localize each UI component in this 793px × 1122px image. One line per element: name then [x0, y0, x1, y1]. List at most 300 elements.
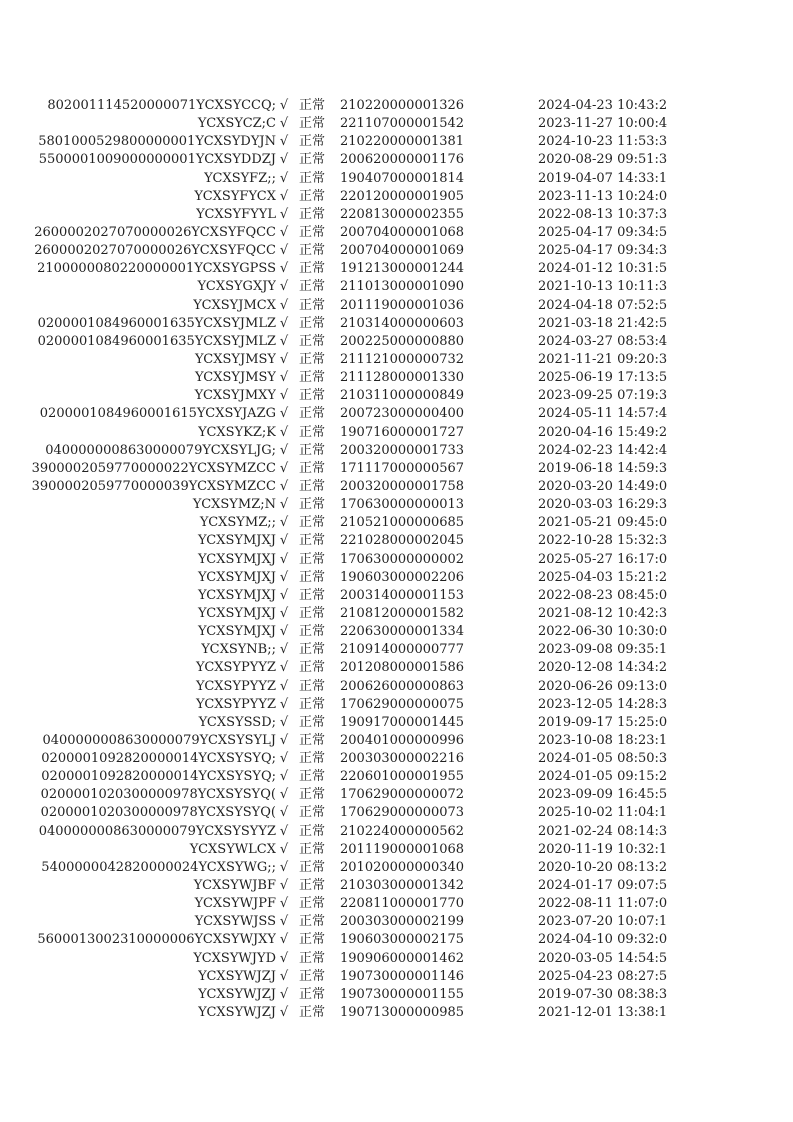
status-text: 正常 [299, 424, 326, 440]
record-datetime: 2021-11-21 09:20:3 [538, 351, 668, 367]
record-number: 220630000001334 [340, 624, 465, 640]
check-mark: √ [279, 805, 289, 821]
check-mark: √ [279, 98, 289, 113]
record-datetime: 2024-03-27 08:53:4 [538, 333, 668, 349]
record-number: 211128000001330 [340, 370, 465, 386]
status-text: 正常 [299, 569, 326, 585]
check-mark: √ [279, 896, 289, 912]
check-mark: √ [279, 333, 289, 349]
table-row [0, 115, 793, 133]
record-number: 200704000001068 [340, 224, 465, 240]
record-code: 0200001084960001635YCXSYJMLZ [37, 315, 276, 331]
record-datetime: 2021-03-18 21:42:5 [538, 315, 668, 331]
status-text: 正常 [299, 678, 326, 694]
check-mark: √ [279, 533, 289, 549]
record-code: 5600013002310000006YCXSYWJXY [37, 932, 276, 948]
record-code: YCXSYCZ;C [197, 116, 276, 132]
record-number: 201119000001068 [340, 841, 465, 857]
record-number: 220120000001905 [340, 188, 465, 204]
record-datetime: 2024-01-05 09:15:2 [538, 769, 668, 785]
status-text: 正常 [299, 859, 326, 875]
record-datetime: 2021-08-12 10:42:3 [538, 605, 668, 621]
record-datetime: 2021-02-24 08:14:3 [538, 823, 668, 839]
record-number: 170630000000002 [340, 551, 465, 567]
record-datetime: 2019-07-30 08:38:3 [538, 986, 668, 1002]
status-text: 正常 [299, 152, 326, 168]
table-row [0, 188, 793, 206]
check-mark: √ [279, 261, 289, 277]
record-datetime: 2024-01-17 09:07:5 [538, 878, 668, 894]
record-datetime: 2020-08-29 09:51:3 [538, 152, 668, 168]
record-datetime: 2021-05-21 09:45:0 [538, 515, 668, 531]
record-code: 5500001009000000001YCXSYDDZJ [38, 152, 276, 168]
table-row [0, 841, 793, 859]
record-code: YCXSYPYYZ [196, 660, 276, 676]
record-datetime: 2024-10-23 11:53:3 [538, 134, 668, 150]
table-row [0, 442, 793, 460]
record-number: 190917000001445 [340, 714, 465, 730]
record-datetime: 2023-10-08 18:23:1 [538, 732, 668, 748]
status-text: 正常 [299, 116, 326, 132]
check-mark: √ [279, 134, 289, 150]
table-row [0, 424, 793, 442]
record-number: 210220000001381 [340, 134, 465, 150]
table-row [0, 931, 793, 949]
check-mark: √ [279, 660, 289, 676]
record-number: 210220000001326 [340, 98, 465, 113]
table-row [0, 369, 793, 387]
record-number: 200225000000880 [340, 333, 465, 349]
record-datetime: 2022-06-30 10:30:0 [538, 624, 668, 640]
status-text: 正常 [299, 841, 326, 857]
status-text: 正常 [299, 805, 326, 821]
record-code: 0200001084960001635YCXSYJMLZ [37, 333, 276, 349]
status-text: 正常 [299, 515, 326, 531]
status-text: 正常 [299, 551, 326, 567]
record-number: 190407000001814 [340, 170, 465, 186]
check-mark: √ [279, 932, 289, 948]
status-text: 正常 [299, 914, 326, 930]
record-code: YCXSYWJZJ [198, 986, 276, 1002]
check-mark: √ [279, 859, 289, 875]
status-text: 正常 [299, 732, 326, 748]
status-text: 正常 [299, 714, 326, 730]
record-datetime: 2024-04-18 07:52:5 [538, 297, 668, 313]
record-code: YCXSYPYYZ [196, 678, 276, 694]
record-number: 190603000002175 [340, 932, 465, 948]
check-mark: √ [279, 224, 289, 240]
check-mark: √ [279, 696, 289, 712]
record-datetime: 2019-09-17 15:25:0 [538, 714, 668, 730]
record-code: 2600002027070000026YCXSYFQCC [34, 243, 276, 259]
table-row [0, 1004, 793, 1022]
record-code: YCXSYWJPF [194, 896, 276, 912]
check-mark: √ [279, 769, 289, 785]
record-datetime: 2020-04-16 15:49:2 [538, 424, 668, 440]
record-datetime: 2019-06-18 14:59:3 [538, 460, 668, 476]
record-datetime: 2021-12-01 13:38:1 [538, 1005, 668, 1021]
status-text: 正常 [299, 878, 326, 894]
check-mark: √ [279, 116, 289, 132]
status-text: 正常 [299, 406, 326, 422]
record-number: 170630000000013 [340, 497, 465, 513]
table-row [0, 514, 793, 532]
check-mark: √ [279, 351, 289, 367]
check-mark: √ [279, 152, 289, 168]
table-row [0, 696, 793, 714]
record-datetime: 2023-09-25 07:19:3 [538, 388, 668, 404]
table-row [0, 97, 793, 115]
record-code: 2600002027070000026YCXSYFQCC [34, 224, 276, 240]
record-datetime: 2023-09-08 09:35:1 [538, 642, 668, 658]
record-code: YCXSYJMSY [194, 370, 276, 386]
check-mark: √ [279, 497, 289, 513]
table-row [0, 387, 793, 405]
table-row [0, 532, 793, 550]
record-number: 201208000001586 [340, 660, 465, 676]
record-number: 221107000001542 [340, 116, 465, 132]
check-mark: √ [279, 968, 289, 984]
record-number: 200303000002216 [340, 751, 465, 767]
table-row [0, 333, 793, 351]
record-number: 170629000000075 [340, 696, 465, 712]
status-text: 正常 [299, 660, 326, 676]
record-code: 0400000008630000079YCXSYSYYZ [38, 823, 276, 839]
status-text: 正常 [299, 170, 326, 186]
record-number: 200723000000400 [340, 406, 465, 422]
record-number: 190730000001146 [340, 968, 465, 984]
status-text: 正常 [299, 279, 326, 295]
status-text: 正常 [299, 388, 326, 404]
record-number: 210314000000603 [340, 315, 465, 331]
table-row [0, 714, 793, 732]
table-row [0, 478, 793, 496]
table-row [0, 895, 793, 913]
record-code: YCXSYGXJY [197, 279, 276, 295]
table-row [0, 641, 793, 659]
record-number: 210914000000777 [340, 642, 465, 658]
table-row [0, 151, 793, 169]
record-datetime: 2020-06-26 09:13:0 [538, 678, 668, 694]
record-datetime: 2025-06-19 17:13:5 [538, 370, 668, 386]
check-mark: √ [279, 714, 289, 730]
status-text: 正常 [299, 751, 326, 767]
record-datetime: 2022-08-23 08:45:0 [538, 587, 668, 603]
table-row [0, 968, 793, 986]
record-number: 211013000001090 [340, 279, 465, 295]
status-text: 正常 [299, 370, 326, 386]
table-row [0, 732, 793, 750]
record-number: 200626000000863 [340, 678, 465, 694]
table-row [0, 297, 793, 315]
table-row [0, 351, 793, 369]
record-code: 0200001020300000978YCXSYSYQ( [40, 787, 276, 803]
record-number: 200401000000996 [340, 732, 465, 748]
check-mark: √ [279, 206, 289, 222]
status-text: 正常 [299, 297, 326, 313]
check-mark: √ [279, 823, 289, 839]
record-number: 210812000001582 [340, 605, 465, 621]
record-code: YCXSYWJSS [194, 914, 276, 930]
record-number: 170629000000073 [340, 805, 465, 821]
record-number: 201119000001036 [340, 297, 465, 313]
status-text: 正常 [299, 642, 326, 658]
table-row [0, 224, 793, 242]
table-row [0, 170, 793, 188]
status-text: 正常 [299, 624, 326, 640]
status-text: 正常 [299, 605, 326, 621]
record-code: 0400000008630000079YCXSYLJG; [45, 442, 276, 458]
check-mark: √ [279, 315, 289, 331]
record-code: YCXSYMZ;; [199, 515, 276, 531]
table-row [0, 133, 793, 151]
record-datetime: 2023-11-27 10:00:4 [538, 116, 668, 132]
table-row [0, 986, 793, 1004]
table-row [0, 804, 793, 822]
record-number: 201020000000340 [340, 859, 465, 875]
status-text: 正常 [299, 351, 326, 367]
record-code: 3900002059770000039YCXSYMZCC [31, 478, 276, 494]
check-mark: √ [279, 370, 289, 386]
check-mark: √ [279, 642, 289, 658]
check-mark: √ [279, 787, 289, 803]
table-row [0, 315, 793, 333]
status-text: 正常 [299, 206, 326, 222]
record-code: YCXSYWJZJ [198, 968, 276, 984]
record-datetime: 2025-04-03 15:21:2 [538, 569, 668, 585]
status-text: 正常 [299, 533, 326, 549]
record-code: YCXSYMJXJ [197, 551, 276, 567]
status-text: 正常 [299, 696, 326, 712]
status-text: 正常 [299, 478, 326, 494]
record-code: 802001114520000071YCXSYCCQ; [47, 98, 276, 113]
record-code: YCXSYWJZJ [198, 1005, 276, 1021]
record-code: YCXSYJMXY [194, 388, 276, 404]
table-row [0, 260, 793, 278]
record-datetime: 2023-11-13 10:24:0 [538, 188, 668, 204]
record-code: YCXSYJMSY [194, 351, 276, 367]
record-code: YCXSYMZ;N [192, 497, 276, 513]
record-datetime: 2024-05-11 14:57:4 [538, 406, 668, 422]
table-row [0, 950, 793, 968]
record-number: 190716000001727 [340, 424, 465, 440]
record-number: 171117000000567 [340, 460, 465, 476]
record-code: 0200001020300000978YCXSYSYQ( [40, 805, 276, 821]
table-row [0, 823, 793, 841]
table-row [0, 242, 793, 260]
record-number: 170629000000072 [340, 787, 465, 803]
record-code: YCXSYWJYD [193, 950, 276, 966]
table-row [0, 460, 793, 478]
check-mark: √ [279, 406, 289, 422]
record-number: 191213000001244 [340, 261, 465, 277]
record-code: 0200001084960001615YCXSYJAZG [39, 406, 276, 422]
record-code: YCXSYMJXJ [197, 587, 276, 603]
table-row [0, 206, 793, 224]
record-datetime: 2019-04-07 14:33:1 [538, 170, 668, 186]
status-text: 正常 [299, 188, 326, 204]
table-row [0, 678, 793, 696]
table-row [0, 659, 793, 677]
record-datetime: 2023-09-09 16:45:5 [538, 787, 668, 803]
record-number: 211121000000732 [340, 351, 465, 367]
record-datetime: 2022-08-13 10:37:3 [538, 206, 668, 222]
record-number: 220601000001955 [340, 769, 465, 785]
check-mark: √ [279, 986, 289, 1002]
record-code: YCXSYFYCX [194, 188, 276, 204]
record-datetime: 2020-03-05 14:54:5 [538, 950, 668, 966]
record-datetime: 2024-01-05 08:50:3 [538, 751, 668, 767]
record-number: 221028000002045 [340, 533, 465, 549]
record-number: 200704000001069 [340, 243, 465, 259]
record-datetime: 2020-12-08 14:34:2 [538, 660, 668, 676]
check-mark: √ [279, 279, 289, 295]
check-mark: √ [279, 678, 289, 694]
record-table [0, 97, 793, 1022]
record-datetime: 2025-04-17 09:34:3 [538, 243, 668, 259]
record-datetime: 2022-08-11 11:07:0 [538, 896, 668, 912]
record-datetime: 2020-03-03 16:29:3 [538, 497, 668, 513]
record-number: 200620000001176 [340, 152, 465, 168]
check-mark: √ [279, 732, 289, 748]
check-mark: √ [279, 751, 289, 767]
record-code: YCXSYWLCX [189, 841, 276, 857]
record-datetime: 2023-12-05 14:28:3 [538, 696, 668, 712]
status-text: 正常 [299, 950, 326, 966]
record-datetime: 2025-05-27 16:17:0 [538, 551, 668, 567]
record-code: YCXSYSSD; [198, 714, 276, 730]
check-mark: √ [279, 878, 289, 894]
record-datetime: 2021-10-13 10:11:3 [538, 279, 668, 295]
table-row [0, 569, 793, 587]
record-number: 200303000002199 [340, 914, 465, 930]
table-row [0, 605, 793, 623]
check-mark: √ [279, 950, 289, 966]
check-mark: √ [279, 841, 289, 857]
status-text: 正常 [299, 497, 326, 513]
check-mark: √ [279, 424, 289, 440]
record-code: YCXSYWJBF [193, 878, 276, 894]
status-text: 正常 [299, 315, 326, 331]
status-text: 正常 [299, 932, 326, 948]
record-code: 0400000008630000079YCXSYSYLJ [42, 732, 276, 748]
record-datetime: 2025-10-02 11:04:1 [538, 805, 668, 821]
record-datetime: 2022-10-28 15:32:3 [538, 533, 668, 549]
record-code: YCXSYNB;; [201, 642, 276, 658]
status-text: 正常 [299, 823, 326, 839]
record-code: YCXSYMJXJ [197, 605, 276, 621]
record-number: 220813000002355 [340, 206, 465, 222]
record-code: YCXSYMJXJ [197, 569, 276, 585]
record-datetime: 2020-10-20 08:13:2 [538, 859, 668, 875]
record-code: YCXSYMJXJ [197, 624, 276, 640]
record-datetime: 2020-03-20 14:49:0 [538, 478, 668, 494]
check-mark: √ [279, 170, 289, 186]
record-number: 190730000001155 [340, 986, 465, 1002]
status-text: 正常 [299, 224, 326, 240]
record-number: 200320000001733 [340, 442, 465, 458]
record-datetime: 2020-11-19 10:32:1 [538, 841, 668, 857]
table-row [0, 496, 793, 514]
status-text: 正常 [299, 787, 326, 803]
status-text: 正常 [299, 243, 326, 259]
record-number: 190603000002206 [340, 569, 465, 585]
table-row [0, 278, 793, 296]
status-text: 正常 [299, 333, 326, 349]
record-number: 190713000000985 [340, 1005, 465, 1021]
check-mark: √ [279, 1005, 289, 1021]
status-text: 正常 [299, 134, 326, 150]
record-datetime: 2025-04-23 08:27:5 [538, 968, 668, 984]
status-text: 正常 [299, 460, 326, 476]
record-code: 5400000042820000024YCXSYWG;; [41, 859, 276, 875]
record-datetime: 2023-07-20 10:07:1 [538, 914, 668, 930]
table-row [0, 551, 793, 569]
table-row [0, 768, 793, 786]
status-text: 正常 [299, 1005, 326, 1021]
record-code: 5801000529800000001YCXSYDYJN [38, 134, 276, 150]
check-mark: √ [279, 442, 289, 458]
table-row [0, 587, 793, 605]
table-row [0, 623, 793, 641]
status-text: 正常 [299, 98, 326, 113]
record-code: 3900002059770000022YCXSYMZCC [31, 460, 276, 476]
check-mark: √ [279, 605, 289, 621]
record-code: 0200001092820000014YCXSYSYQ; [41, 769, 276, 785]
record-code: YCXSYFZ;; [204, 170, 276, 186]
table-row [0, 913, 793, 931]
record-number: 200314000001153 [340, 587, 465, 603]
status-text: 正常 [299, 587, 326, 603]
check-mark: √ [279, 624, 289, 640]
check-mark: √ [279, 587, 289, 603]
record-datetime: 2024-01-12 10:31:5 [538, 261, 668, 277]
record-number: 210521000000685 [340, 515, 465, 531]
status-text: 正常 [299, 986, 326, 1002]
check-mark: √ [279, 460, 289, 476]
table-row [0, 859, 793, 877]
check-mark: √ [279, 297, 289, 313]
record-datetime: 2024-04-10 09:32:0 [538, 932, 668, 948]
check-mark: √ [279, 243, 289, 259]
table-row [0, 405, 793, 423]
table-row [0, 877, 793, 895]
record-number: 210303000001342 [340, 878, 465, 894]
status-text: 正常 [299, 261, 326, 277]
record-number: 200320000001758 [340, 478, 465, 494]
record-number: 190906000001462 [340, 950, 465, 966]
check-mark: √ [279, 515, 289, 531]
record-number: 210224000000562 [340, 823, 465, 839]
record-code: YCXSYMJXJ [197, 533, 276, 549]
table-row [0, 750, 793, 768]
table-row [0, 786, 793, 804]
record-code: YCXSYJMCX [193, 297, 276, 313]
record-datetime: 2024-04-23 10:43:2 [538, 98, 668, 113]
record-code: YCXSYPYYZ [196, 696, 276, 712]
record-code: YCXSYFYYL [196, 206, 276, 222]
check-mark: √ [279, 914, 289, 930]
check-mark: √ [279, 478, 289, 494]
status-text: 正常 [299, 968, 326, 984]
record-code: 0200001092820000014YCXSYSYQ; [41, 751, 276, 767]
record-number: 210311000000849 [340, 388, 465, 404]
status-text: 正常 [299, 769, 326, 785]
status-text: 正常 [299, 896, 326, 912]
check-mark: √ [279, 388, 289, 404]
record-code: 2100000080220000001YCXSYGPSS [37, 261, 276, 277]
check-mark: √ [279, 551, 289, 567]
